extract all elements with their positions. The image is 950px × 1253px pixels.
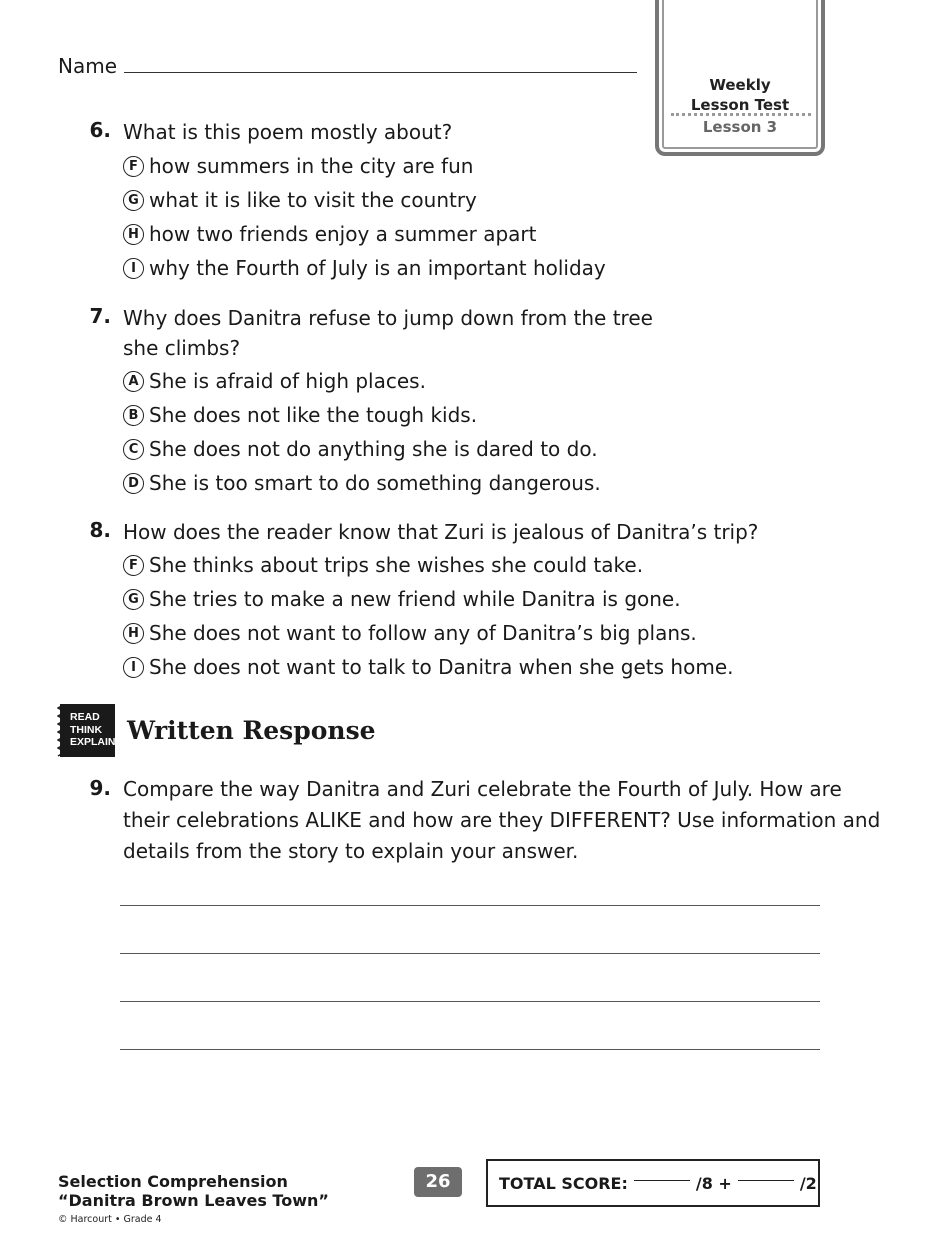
option-text: how summers in the city are fun: [149, 154, 474, 178]
option-text: She tries to make a new friend while Danitra is gone.: [149, 587, 681, 611]
name-label: Name: [58, 54, 118, 78]
answer-bubble[interactable]: H: [123, 224, 144, 245]
answer-line[interactable]: [120, 1049, 820, 1050]
question-6-text: What is this poem mostly about?: [123, 120, 453, 144]
answer-bubble[interactable]: G: [123, 589, 144, 610]
question-7-option-a[interactable]: [123, 369, 426, 393]
question-7-text-line1: Why does Danitra refuse to jump down from the tree: [123, 306, 653, 330]
answer-bubble[interactable]: C: [123, 439, 144, 460]
footer-selection-title: Selection Comprehension: [58, 1172, 288, 1191]
icon-line-think: THINK: [70, 723, 103, 736]
question-6-option-f[interactable]: [123, 154, 473, 178]
question-7-option-b[interactable]: [123, 403, 477, 427]
answer-bubble[interactable]: I: [123, 258, 144, 279]
score-total-2: /2: [799, 1173, 817, 1193]
answer-line[interactable]: [120, 905, 820, 906]
option-text: She does not like the tough kids.: [149, 403, 478, 427]
score-label: TOTAL SCORE:: [499, 1173, 628, 1193]
tab-weekly-label: Weekly: [709, 76, 771, 94]
question-6-option-g[interactable]: [123, 188, 477, 212]
score-blank-2[interactable]: [738, 1180, 794, 1181]
question-6-option-i[interactable]: [123, 256, 606, 280]
question-7-text-line2: she climbs?: [123, 336, 241, 360]
score-blank-1[interactable]: [634, 1180, 690, 1181]
page-number: 26: [414, 1167, 462, 1197]
option-text: She is afraid of high places.: [149, 369, 426, 393]
name-input-line[interactable]: [124, 72, 637, 73]
footer-copyright: © Harcourt • Grade 4: [58, 1214, 162, 1225]
answer-bubble[interactable]: F: [123, 555, 144, 576]
answer-line[interactable]: [120, 953, 820, 954]
option-text: She is too smart to do something dangerous.: [149, 471, 601, 495]
option-text: why the Fourth of July is an important holiday: [149, 256, 606, 280]
tab-dotted-divider: [671, 113, 811, 116]
written-response-heading: Written Response: [127, 716, 376, 745]
answer-bubble[interactable]: A: [123, 371, 144, 392]
question-8-number: 8.: [89, 518, 111, 542]
lesson-tab: [655, 0, 825, 156]
answer-bubble[interactable]: F: [123, 156, 144, 177]
question-9-text-line1: Compare the way Danitra and Zuri celebrate the Fourth of July. How are: [123, 777, 842, 801]
answer-bubble[interactable]: B: [123, 405, 144, 426]
question-6-number: 6.: [89, 118, 111, 142]
question-8-option-h[interactable]: [123, 621, 697, 645]
tab-lesson-test-label: Lesson Test: [690, 96, 790, 114]
option-text: She thinks about trips she wishes she could take.: [149, 553, 644, 577]
option-text: She does not want to talk to Danitra when she gets home.: [149, 655, 734, 679]
footer-story-title: “Danitra Brown Leaves Town”: [58, 1191, 329, 1210]
answer-bubble[interactable]: G: [123, 190, 144, 211]
question-6-option-h[interactable]: [123, 222, 537, 246]
icon-line-read: READ: [70, 711, 100, 723]
option-text: how two friends enjoy a summer apart: [149, 222, 537, 246]
question-8-option-g[interactable]: [123, 587, 681, 611]
answer-line[interactable]: [120, 1001, 820, 1002]
score-total-1: /8 +: [695, 1173, 732, 1193]
question-7-option-d[interactable]: [123, 471, 601, 495]
icon-line-explain: EXPLAIN: [70, 736, 116, 748]
question-9-text-line3: details from the story to explain your answer.: [123, 839, 579, 863]
zigzag-edge-icon: [57, 704, 65, 757]
read-think-explain-icon: [60, 704, 115, 757]
option-text: She does not do anything she is dared to do.: [149, 437, 598, 461]
option-text: what it is like to visit the country: [149, 188, 477, 212]
question-7-option-c[interactable]: [123, 437, 598, 461]
tab-lesson-number: Lesson 3: [702, 118, 778, 136]
question-9-number: 9.: [89, 776, 111, 800]
question-8-option-i[interactable]: [123, 655, 733, 679]
total-score-box: [486, 1159, 820, 1207]
question-9-text-line2: their celebrations ALIKE and how are they DIFFERENT? Use information and: [123, 808, 881, 832]
option-text: She does not want to follow any of Danitra’s big plans.: [149, 621, 697, 645]
answer-bubble[interactable]: D: [123, 473, 144, 494]
answer-bubble[interactable]: I: [123, 657, 144, 678]
question-7-number: 7.: [89, 304, 111, 328]
question-8-text: How does the reader know that Zuri is jealous of Danitra’s trip?: [123, 520, 759, 544]
question-8-option-f[interactable]: [123, 553, 643, 577]
answer-bubble[interactable]: H: [123, 623, 144, 644]
